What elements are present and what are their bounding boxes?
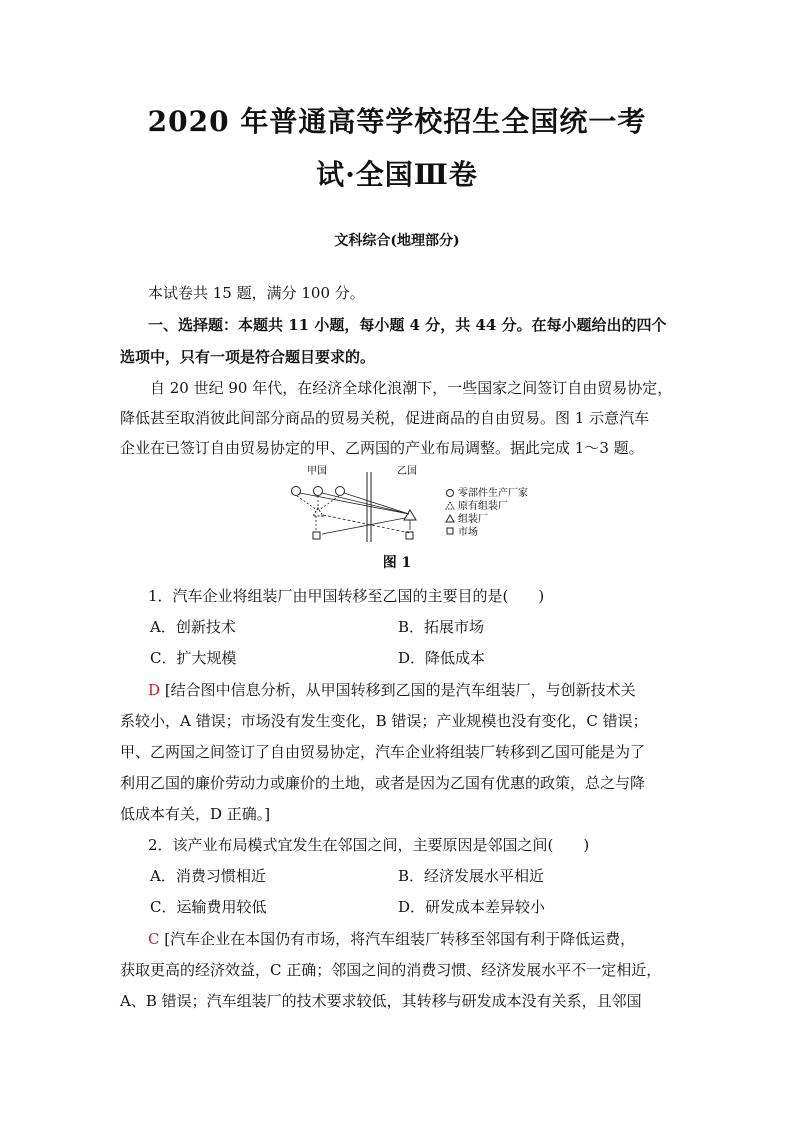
figure-industry-layout — [285, 462, 545, 544]
q1-stem: 1．汽车企业将组装厂由甲国转移至乙国的主要目的是( ) — [148, 587, 545, 605]
q1-explanation-text: [结合图中信息分析，从甲国转移到乙国的是汽车组装厂，与创新技术关 — [164, 681, 636, 699]
exam-title-line1: 2020 年普通高等学校招生全国统一考 — [147, 105, 647, 138]
legend-original-plant-label: 原有组装厂 — [458, 501, 508, 512]
q1-explanation-line-2: 系较小，A 错误；市场没有发生变化，B 错误；产业规模也没有变化，C 错误； — [120, 712, 648, 730]
exam-subtitle: 文科综合(地理部分) — [334, 233, 460, 249]
country-a-label: 甲国 — [307, 466, 327, 477]
q2-explanation-text: [汽车企业在本国仍有市场，将汽车组装厂转移至邻国有利于降低运费， — [164, 930, 636, 948]
legend-market-icon — [447, 528, 453, 534]
country-b-label: 乙国 — [397, 466, 417, 477]
layout-diagram — [285, 462, 545, 544]
q1-explanation-line-5: 低成本有关，D 正确。] — [120, 805, 271, 823]
market-icon — [313, 532, 320, 539]
q1-option-d: D．降低成本 — [398, 649, 486, 667]
parts-factory-icon — [292, 487, 301, 496]
q1-explanation-line-3: 甲、乙两国之间签订了自由贸易协定，汽车企业将组装厂转移到乙国可能是为了 — [120, 743, 646, 761]
exam-title-line2: 试·全国Ⅲ卷 — [316, 158, 478, 191]
legend-assembly-plant-label: 组装厂 — [458, 514, 488, 525]
q1-explanation-line-4: 利用乙国的廉价劳动力或廉价的土地，或者是因为乙国有优惠的政策，总之与降 — [120, 774, 646, 792]
q2-option-b: B．经济发展水平相近 — [398, 867, 545, 885]
passage-line-2: 降低甚至取消彼此间部分商品的贸易关税，促进商品的自由贸易。图 1 示意汽车 — [120, 409, 650, 427]
legend-parts-label: 零部件生产厂家 — [458, 488, 528, 499]
q1-option-b: B．拓展市场 — [398, 618, 485, 636]
section-heading-line1: 一、选择题：本题共 11 小题，每小题 4 分，共 44 分。在每小题给出的四个 — [148, 316, 667, 334]
q2-stem: 2．该产业布局模式宜发生在邻国之间，主要原因是邻国之间( ) — [148, 836, 590, 854]
q2-option-d: D．研发成本差异较小 — [398, 898, 546, 916]
old-route — [297, 496, 317, 510]
parts-factory-icon — [336, 487, 345, 496]
old-route — [319, 496, 339, 510]
delivery-route — [322, 518, 405, 534]
q2-answer: C — [148, 930, 160, 948]
q2-option-c: C．运输费用较低 — [150, 898, 267, 916]
assembly-plant-icon — [404, 510, 416, 520]
q2-option-a: A．消费习惯相近 — [150, 867, 266, 885]
legend-parts-icon — [447, 490, 454, 497]
q2-explanation-line-1 — [148, 928, 708, 949]
q2-explanation-line-3: A、B 错误；汽车组装厂的技术要求较低，其转移与研发成本没有关系，且邻国 — [120, 992, 642, 1010]
passage-line-1: 自 20 世纪 90 年代，在经济全球化浪潮下，一些国家之间签订自由贸易协定， — [150, 379, 673, 397]
legend-original-plant-icon — [446, 502, 454, 509]
q2-explanation-line-2: 获取更高的经济效益，C 正确；邻国之间的消费习惯、经济发展水平不一定相近， — [120, 961, 662, 979]
section-heading-line2: 选项中，只有一项是符合题目要求的。 — [120, 348, 376, 366]
legend-assembly-plant-icon — [446, 515, 454, 522]
q1-option-c: C．扩大规模 — [150, 649, 237, 667]
q1-option-a: A．创新技术 — [150, 618, 236, 636]
market-icon — [406, 532, 413, 539]
figure-caption: 图 1 — [382, 555, 412, 571]
q1-answer: D — [148, 681, 161, 699]
passage-line-3: 企业在已签订自由贸易协定的甲、乙两国的产业布局调整。据此完成 1～3 题。 — [120, 439, 644, 457]
intro-text: 本试卷共 15 题，满分 100 分。 — [148, 284, 365, 302]
legend-market-label: 市场 — [458, 527, 478, 538]
parts-factory-icon — [314, 487, 323, 496]
q1-explanation-line-1 — [148, 679, 708, 700]
supply-route — [322, 493, 409, 514]
